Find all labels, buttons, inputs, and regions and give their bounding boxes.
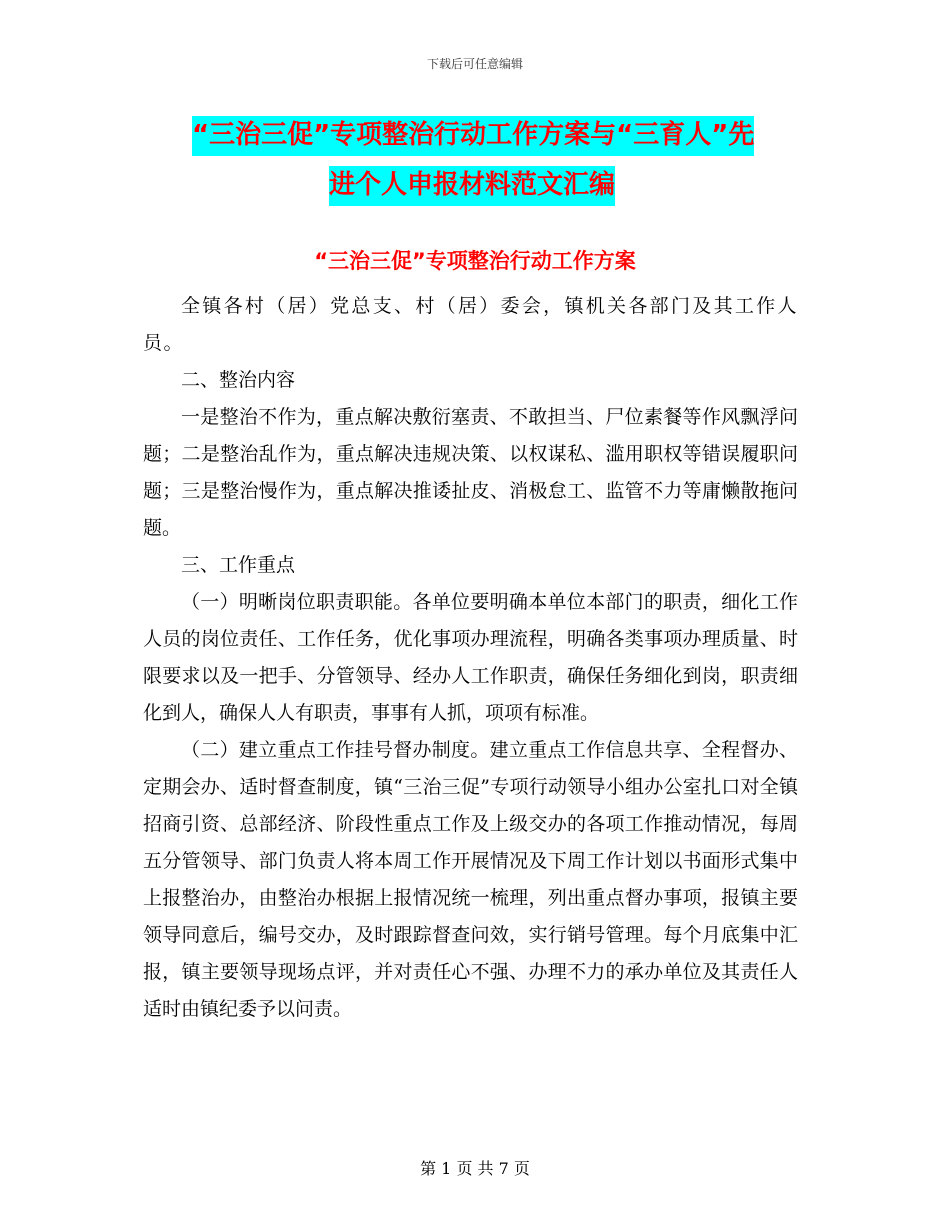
paragraph-rectification-content: 一是整治不作为，重点解决敷衍塞责、不敢担当、尸位素餐等作风飘浮问题；二是整治乱作为，重点解决违规决策、以权谋私、滥用职权等错误履职问题；三是整治慢作为，重点解决推诿扯皮、消极怠工、监管不力等庸懒散拖问题。 [143, 406, 798, 539]
heading-work-focus: 三、工作重点 [181, 554, 296, 576]
page-number: 第 1 页 共 7 页 [420, 1159, 530, 1178]
section-title: “三治三促”专项整治行动工作方案 [314, 249, 636, 273]
title-line-2: 进个人申报材料范文汇编 [329, 166, 615, 206]
paragraph-work-focus-1: （一）明晰岗位职责职能。各单位要明确本单位本部门的职责，细化工作人员的岗位责任、工作任务，优化事项办理流程，明确各类事项办理质量、时限要求以及一把手、分管领导、经办人工作职责，确保任务细化到岗，职责细化到人，确保人人有职责，事事有人抓，项项有标准。 [143, 591, 798, 724]
heading-rectification-content: 二、整治内容 [181, 369, 296, 391]
header-note: 下载后可任意编辑 [426, 57, 523, 71]
title-line-1: “三治三促”专项整治行动工作方案与“三育人”先 [192, 116, 754, 156]
document-body [143, 288, 798, 1028]
paragraph-work-focus-2: （二）建立重点工作挂号督办制度。建立重点工作信息共享、全程督办、定期会办、适时督查制度，镇“三治三促”专项行动领导小组办公室扎口对全镇招商引资、总部经济、阶段性重点工作及上级交办的各项工作推动情况，每周五分管领导、部门负责人将本周工作开展情况及下周工作计划以书面形式集中上报整治办，由整治办根据上报情况统一梳理，列出重点督办事项，报镇主要领导同意后，编号交办，及时跟踪督查问效，实行销号管理。每个月底集中汇报，镇主要领导现场点评，并对责任心不强、办理不力的承办单位及其责任人适时由镇纪委予以问责。 [143, 739, 798, 1020]
document-title [185, 110, 805, 210]
paragraph-salutation: 全镇各村（居）党总支、村（居）委会，镇机关各部门及其工作人员。 [143, 295, 798, 354]
